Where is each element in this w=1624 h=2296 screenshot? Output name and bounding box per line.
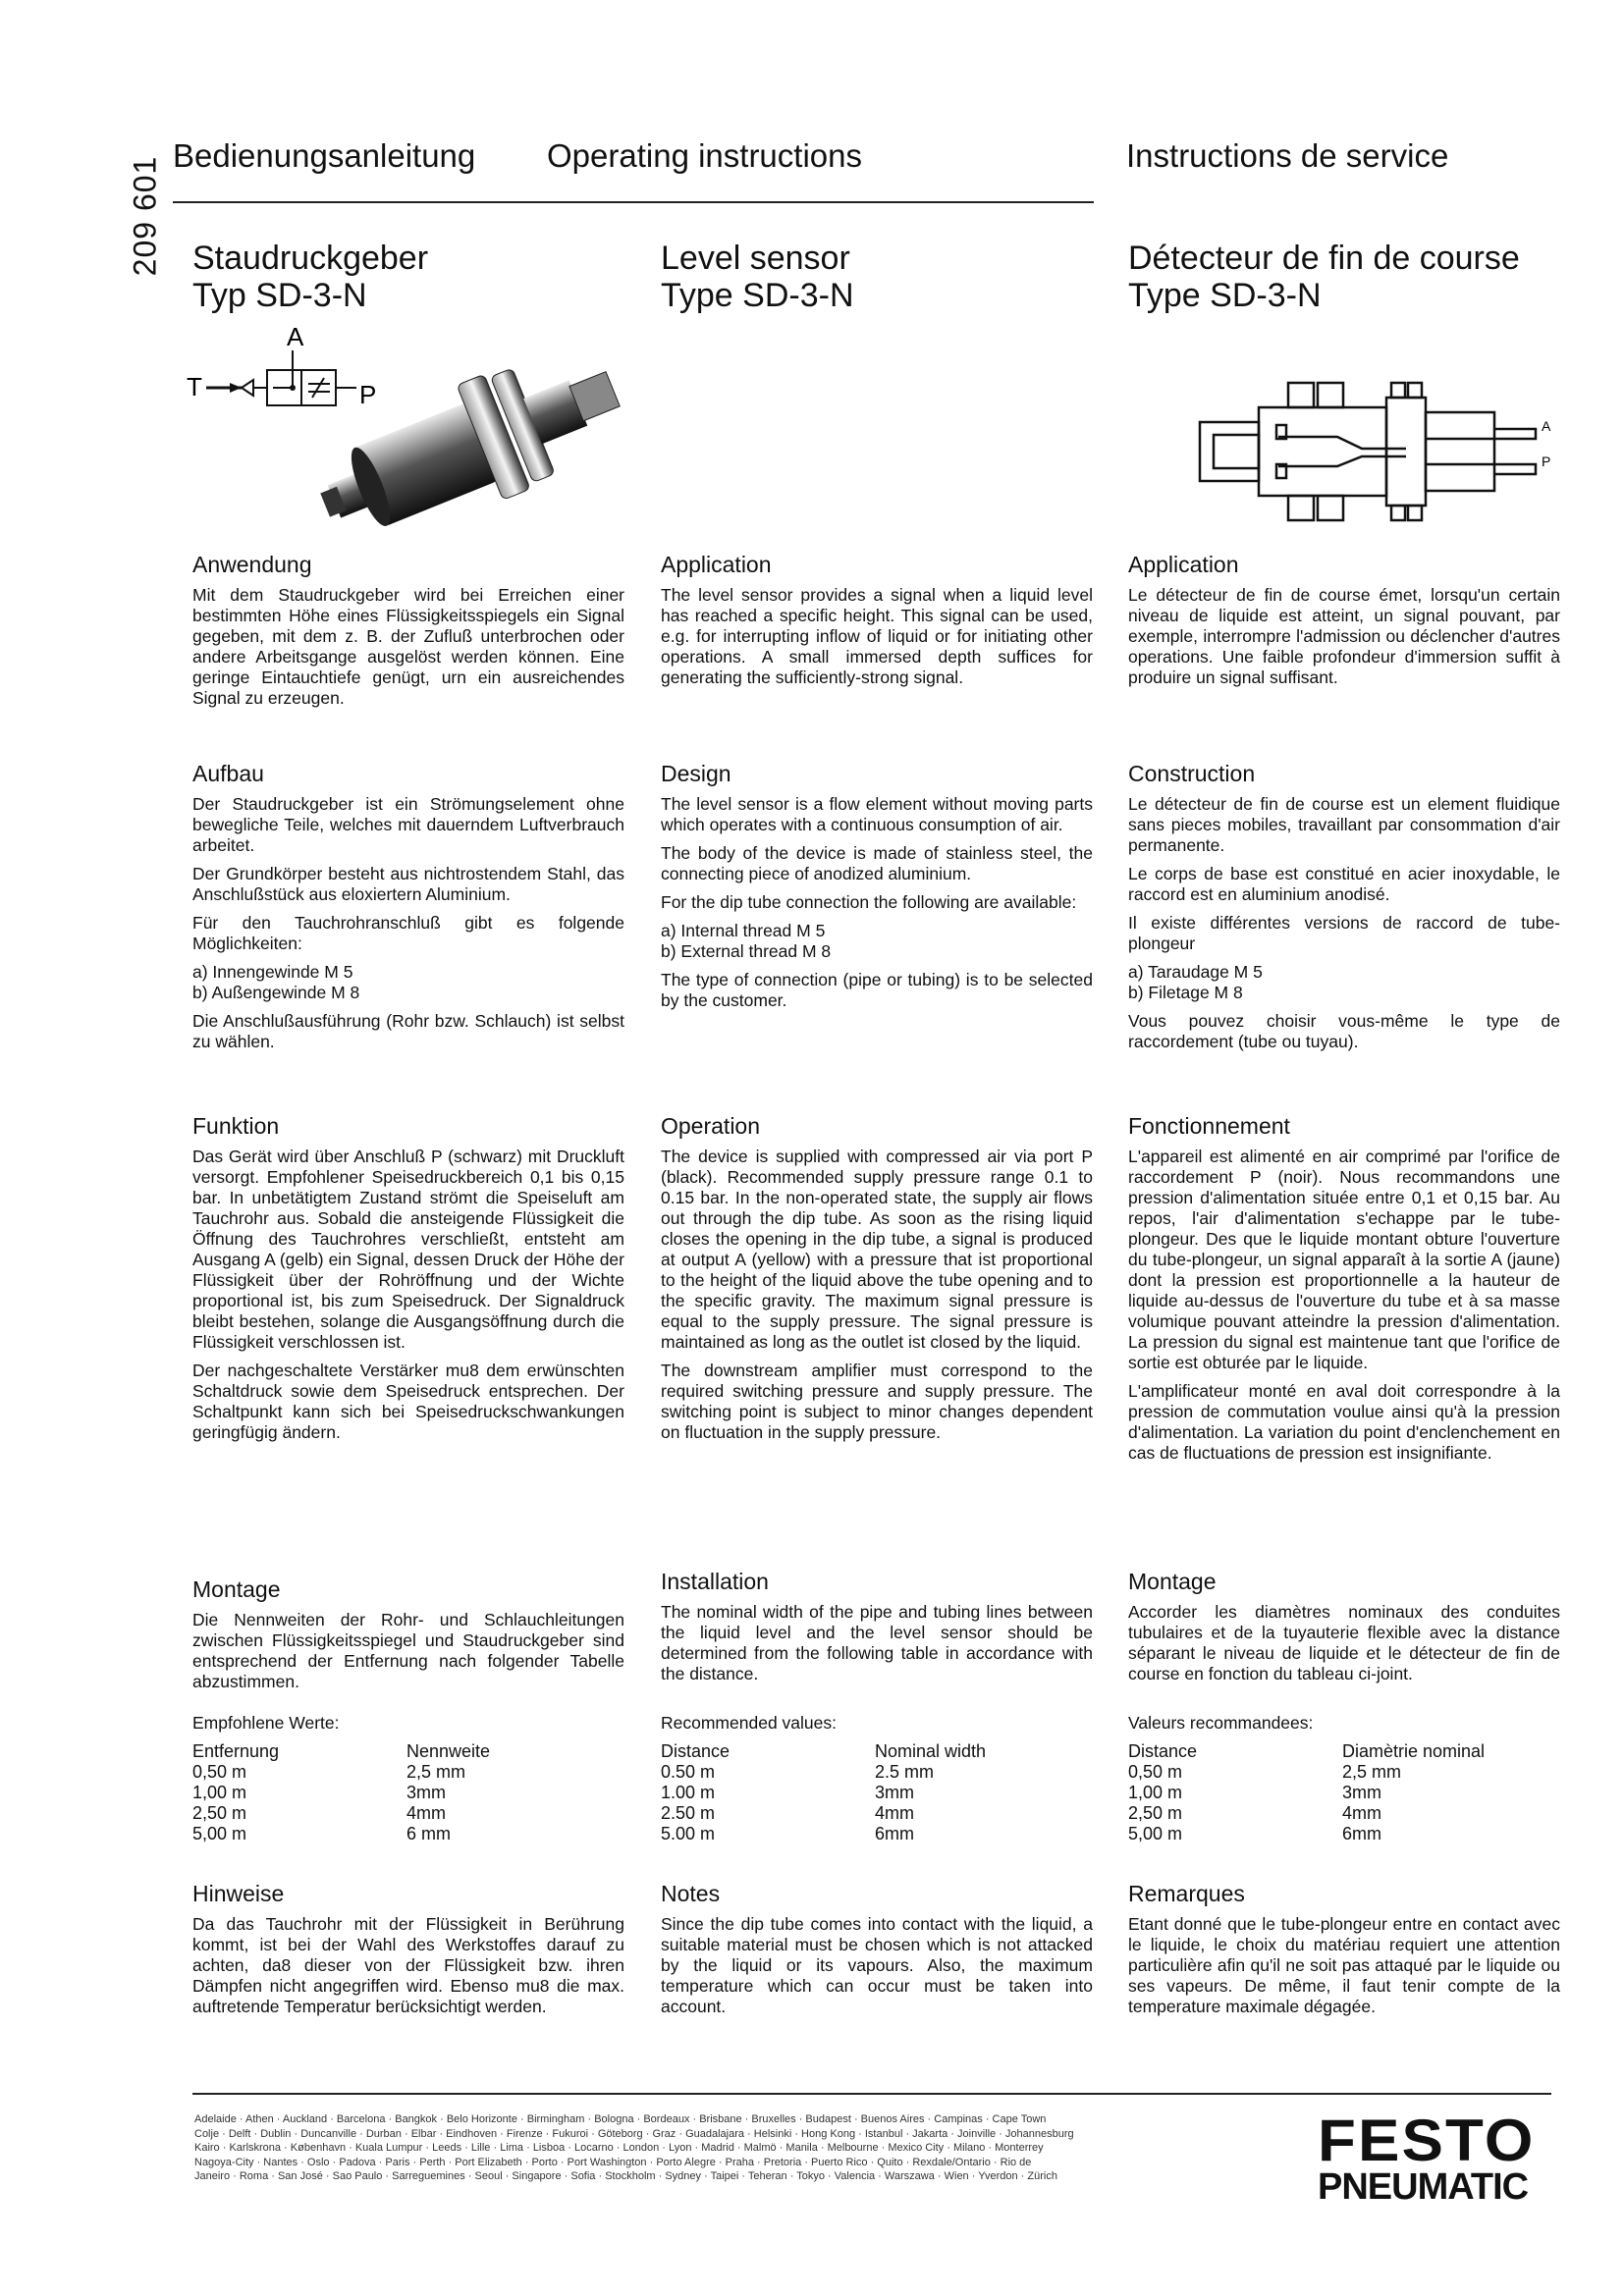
title-en-type: Type SD-3-N xyxy=(661,277,854,314)
document-number: 209 601 xyxy=(127,155,163,277)
title-fr-name: Détecteur de fin de course xyxy=(1128,240,1520,277)
table-cell: 3mm xyxy=(406,1783,446,1802)
table-header: Distance xyxy=(1128,1741,1198,1761)
de-operation-heading: Funktion xyxy=(192,1113,280,1139)
de-design-text-3: Für den Tauchrohranschluß gibt es folgende Möglichkeiten: xyxy=(192,913,624,953)
title-en xyxy=(661,240,854,314)
en-design-heading: Design xyxy=(661,761,731,786)
table-cell: 2.50 m xyxy=(661,1803,716,1823)
en-application-text: The level sensor provides a signal when a liquid level has reached a specific height. This signal can be used, e.g. for interrupting inflow of liquid or for initiating other operations. A small immersed depth suffices for generating the sufficiently-strong signal. xyxy=(661,585,1093,687)
de-operation-text-2: Der nachgeschaltete Verstärker mu8 dem erwünschten Schaltdruck sowie dem Speisedruck entsprechen. Der Schaltpunkt kann sich bei Speisedruckschwankungen geringfügig ändern. xyxy=(192,1361,624,1442)
de-design-text-5: Die Anschlußausführung (Rohr bzw. Schlauch) ist selbst zu wählen. xyxy=(192,1011,624,1051)
title-en-name: Level sensor xyxy=(661,240,850,277)
table-row xyxy=(1128,1783,1485,1803)
de-installation-text: Die Nennweiten der Rohr- und Schlauchleitungen zwischen Flüssigkeitsspiegel und Staudruckgeber sind entsprechend der Entfernung nach folgender Tabelle abzustimmen. xyxy=(192,1610,624,1691)
column-fr xyxy=(1128,552,1560,2063)
fr-notes-text: Etant donné que le tube-plongeur entre en contact avec le liquide, le choix du matériau requiert une attention particulière afin qu'il ne soit pas attaqué par le liquide ou ses vapeurs. De même, il faut tenir compte de la temperature maximale dégagée. xyxy=(1128,1914,1560,2016)
symbol-port-t: T xyxy=(187,372,202,401)
footer-city-list xyxy=(194,2112,1304,2184)
en-application-heading: Application xyxy=(661,552,772,577)
footer-city-line: Janeiro · Roma · San José · Sao Paulo · Sarreguemines · Seoul · Singapore · Sofia · Stockholm · Sydney · Taipei · Teheran · Tokyo · Valencia · Warszawa · Wien · Yverdon · Zürich xyxy=(194,2170,1057,2183)
de-operation-text-1: Das Gerät wird über Anschluß P (schwarz) mit Druckluft versorgt. Empfohlener Speisedruckbereich 0,1 bis 0,15 bar. In unbetätigtem Zustand strömt die Speiseluft am Tauchrohr aus. Sobald die ansteigende Flüssigkeit die Öffnung des Tauchrohres verschließt, entsteht am Ausgang A (gelb) ein Signal, dessen Druck der Höhe der Flüssigkeit über der Rohröffnung und der Wichte proportional ist, bis zum Speisedruck. Der Signaldruck bleibt bestehen, solange die Ausgangsöffnung durch die Flüssigkeit verschlossen ist. xyxy=(192,1147,624,1352)
de-values-label: Empfohlene Werte: xyxy=(192,1713,340,1733)
table-row xyxy=(661,1803,986,1824)
table-cell: 4mm xyxy=(1342,1803,1381,1823)
table-row xyxy=(1128,1803,1485,1824)
header-fr: Instructions de service xyxy=(1126,137,1449,174)
de-operation xyxy=(192,1113,624,1451)
title-fr xyxy=(1128,240,1520,314)
header-de: Bedienungsanleitung xyxy=(173,137,476,174)
fr-operation xyxy=(1128,1113,1560,1471)
en-design-text-3: For the dip tube connection the following are available: xyxy=(661,892,1077,912)
fr-installation-heading: Montage xyxy=(1128,1569,1217,1594)
de-values-table xyxy=(192,1741,490,1844)
de-design xyxy=(192,761,624,1060)
fr-values xyxy=(1128,1713,1560,1844)
de-notes xyxy=(192,1881,624,2025)
en-application xyxy=(661,552,1093,696)
title-de-name: Staudruckgeber xyxy=(192,240,429,277)
fr-installation xyxy=(1128,1569,1560,1692)
table-row xyxy=(1128,1762,1485,1783)
column-en xyxy=(661,552,1093,2063)
symbol-port-a: A xyxy=(287,322,304,351)
fr-design-option-a: a) Taraudage M 5 xyxy=(1128,962,1263,982)
de-installation-heading: Montage xyxy=(192,1576,281,1602)
fr-values-label: Valeurs recommandees: xyxy=(1128,1713,1314,1733)
en-installation xyxy=(661,1569,1093,1692)
table-cell: 6 mm xyxy=(406,1824,451,1843)
fr-application-heading: Application xyxy=(1128,552,1239,577)
table-header: Entfernung xyxy=(192,1741,280,1761)
footer-city-line: Kairo · Karlskrona · København · Kuala Lumpur · Leeds · Lille · Lima · Lisboa · Locarno · London · Lyon · Madrid · Malmö · Manila · Melbourne · Mexico City · Milano · Monterrey xyxy=(194,2142,1044,2155)
fr-design-text-5: Vous pouvez choisir vous-même le type de raccordement (tube ou tuyau). xyxy=(1128,1011,1560,1051)
table-cell: 2,50 m xyxy=(192,1803,247,1823)
table-cell: 1.00 m xyxy=(661,1783,716,1802)
section-port-p: P xyxy=(1542,454,1551,469)
table-cell: 2,50 m xyxy=(1128,1803,1183,1823)
de-installation xyxy=(192,1576,624,1700)
table-cell: 6mm xyxy=(875,1824,914,1843)
fr-application xyxy=(1128,552,1560,696)
fr-operation-text-2: L'amplificateur monté en aval doit correspondre à la pression de commutation voulue ainsi qu'à la pression d'alimentation. La variation du point d'enclenchement en cas de fluctuations de pression est insignifiante. xyxy=(1128,1381,1560,1463)
fr-installation-text: Accorder les diamètres nominaux des conduites tubulaires et de la tuyauterie flexible avec la distance séparant le niveau de liquide et le détecteur de fin de course en fonction du tableau ci-joint. xyxy=(1128,1602,1560,1683)
table-row xyxy=(661,1824,986,1844)
de-application xyxy=(192,552,624,717)
header-en: Operating instructions xyxy=(547,137,862,174)
de-application-heading: Anwendung xyxy=(192,552,312,577)
title-de-type: Typ SD-3-N xyxy=(192,277,367,314)
table-cell: 2.5 mm xyxy=(875,1762,935,1782)
en-design-option-a: a) Internal thread M 5 xyxy=(661,921,826,940)
table-row xyxy=(1128,1741,1485,1762)
table-cell: 6mm xyxy=(1342,1824,1381,1843)
table-cell: 0,50 m xyxy=(192,1762,247,1782)
table-cell: 5.00 m xyxy=(661,1824,716,1843)
title-fr-type: Type SD-3-N xyxy=(1128,277,1322,314)
fr-values-table xyxy=(1128,1741,1485,1844)
table-header: Diamètrie nominal xyxy=(1342,1741,1486,1761)
fr-operation-heading: Fonctionnement xyxy=(1128,1113,1290,1139)
table-header: Nennweite xyxy=(406,1741,491,1761)
header-rule xyxy=(173,201,1094,203)
de-values xyxy=(192,1713,624,1844)
table-cell: 3mm xyxy=(875,1783,914,1802)
en-operation-heading: Operation xyxy=(661,1113,761,1139)
festo-logo-wordmark: FESTO xyxy=(1318,2108,1536,2173)
table-row xyxy=(192,1762,490,1783)
section-drawing xyxy=(1190,378,1573,525)
en-operation xyxy=(661,1113,1093,1451)
de-design-option-b: b) Außengewinde M 8 xyxy=(192,983,360,1002)
en-operation-text-2: The downstream amplifier must correspond to the required switching pressure and supply pressure. The switching point is subject to minor changes dependent on fluctuation in the supply pressure. xyxy=(661,1361,1093,1442)
fr-operation-text-1: L'appareil est alimenté en air comprimé par l'orifice de raccordement P (noir). Nous recommandons une pression d'alimentation située entre 0,1 et 0,15 bar. Au repos, l'air d'alimentation s'echappe par le tube-plongeur. Des que le liquide montant obture l'ouverture du tube-plongeur, un signal apparaît à la sortie A (jaune) dont la pression est proportionnelle a la hauteur de liquide au-dessus de l'ouverture du tube et à sa masse volumique pouvant atteindre la pression d'alimentation. La pression du signal est maintenue tant que l'orifice de sortie est obturée par le liquide. xyxy=(1128,1147,1560,1372)
column-de xyxy=(192,552,624,2063)
de-design-text-1: Der Staudruckgeber ist ein Strömungselement ohne bewegliche Teile, welches mit dauerndem Luftverbrauch arbeitet. xyxy=(192,794,624,855)
table-cell: 1,00 m xyxy=(1128,1783,1183,1802)
en-installation-heading: Installation xyxy=(661,1569,769,1594)
table-row xyxy=(192,1803,490,1824)
footer-city-line: Nagoya-City · Nantes · Oslo · Padova · Paris · Perth · Port Elizabeth · Porto · Port Washington · Porto Alegre · Praha · Pretoria · Puerto Rico · Quito · Rexdale/Ontario · Rio de xyxy=(194,2156,1032,2168)
fr-design-heading: Construction xyxy=(1128,761,1256,786)
table-row xyxy=(192,1783,490,1803)
de-design-option-a: a) Innengewinde M 5 xyxy=(192,962,353,982)
fr-design-option-b: b) Filetage M 8 xyxy=(1128,983,1243,1002)
de-design-heading: Aufbau xyxy=(192,761,264,786)
table-cell: 4mm xyxy=(406,1803,446,1823)
en-notes xyxy=(661,1881,1093,2025)
product-image xyxy=(312,344,636,540)
en-design-text-5: The type of connection (pipe or tubing) is to be selected by the customer. xyxy=(661,970,1093,1010)
en-values xyxy=(661,1713,1093,1844)
festo-logo-subtitle: PNEUMATIC xyxy=(1318,2166,1529,2208)
table-row xyxy=(192,1741,490,1762)
de-notes-heading: Hinweise xyxy=(192,1881,285,1906)
fr-design-text-3: Il existe différentes versions de raccord de tube-plongeur xyxy=(1128,913,1560,953)
en-values-table xyxy=(661,1741,986,1844)
table-row xyxy=(661,1741,986,1762)
table-cell: 4mm xyxy=(875,1803,914,1823)
fr-application-text: Le détecteur de fin de course émet, lorsqu'un certain niveau de liquide est atteint, un signal pouvant, par exemple, interrompre l'admission ou déclencher d'autres operations. Une faible profondeur d'immersion suffit à produire un signal suffisant. xyxy=(1128,585,1560,687)
fr-design-text-2: Le corps de base est constitué en acier inoxydable, le raccord est en aluminium anodisé. xyxy=(1128,864,1560,904)
table-header: Distance xyxy=(661,1741,731,1761)
table-row xyxy=(661,1783,986,1803)
fr-design-text-1: Le détecteur de fin de course est un element fluidique sans pieces mobiles, travaillant par consommation d'air permanente. xyxy=(1128,794,1560,855)
table-header: Nominal width xyxy=(875,1741,987,1761)
en-operation-text-1: The device is supplied with compressed air via port P (black). Recommended supply pressure range 0.1 to 0.15 bar. In the non-operated state, the supply air flows out through the dip tube. As soon as the rising liquid closes the opening in the dip tube, a signal is produced at output A (yellow) with a pressure that ist proportional to the height of the liquid above the tube opening and to the specific gravity. The maximum signal pressure is equal to the supply pressure. The signal pressure is maintained as long as the outlet ist closed by the liquid. xyxy=(661,1147,1093,1352)
table-row xyxy=(192,1824,490,1844)
footer-city-line: Adelaide · Athen · Auckland · Barcelona · Bangkok · Belo Horizonte · Birmingham · Bologna · Bordeaux · Brisbane · Bruxelles · Budapest · Buenos Aires · Campinas · Cape Town xyxy=(194,2113,1047,2125)
table-cell: 5,00 m xyxy=(192,1824,247,1843)
symbol-port-p: P xyxy=(359,380,377,409)
footer-city-line: Colje · Delft · Dublin · Duncanville · Durban · Elbar · Eindhoven · Firenze · Fukuroi · Göteborg · Graz · Guadalajara · Helsinki · Hong Kong · Istanbul · Jakarta · Joinville · Johannesburg xyxy=(194,2127,1074,2140)
festo-logo xyxy=(1318,2108,1536,2208)
en-design-option-b: b) External thread M 8 xyxy=(661,941,832,961)
de-application-text: Mit dem Staudruckgeber wird bei Erreichen einer bestimmten Höhe eines Flüssigkeitsspiegels ein Signal gegeben, mit dem z. B. der Zufluß unterbrochen oder andere Arbeitsgange ausgelöst werden können. Eine geringe Eintauchtiefe genügt, urn ein ausreichendes Signal zu erzeugen. xyxy=(192,585,624,708)
table-cell: 0.50 m xyxy=(661,1762,716,1782)
de-design-text-2: Der Grundkörper besteht aus nichtrostendem Stahl, das Anschlußstück aus eloxiertern Aluminium. xyxy=(192,864,624,904)
table-cell: 5,00 m xyxy=(1128,1824,1183,1843)
table-cell: 3mm xyxy=(1342,1783,1381,1802)
fr-notes-heading: Remarques xyxy=(1128,1881,1245,1906)
table-cell: 0,50 m xyxy=(1128,1762,1183,1782)
table-row xyxy=(661,1762,986,1783)
fr-notes xyxy=(1128,1881,1560,2025)
de-notes-text: Da das Tauchrohr mit der Flüssigkeit in Berührung kommt, ist bei der Wahl des Werkstoffes darauf zu achten, da8 dieser von der Flüssigkeit bzw. ihren Dämpfen nicht angegriffen wird. Ebenso mu8 die max. auftretende Temperatur berücksichtigt werden. xyxy=(192,1914,624,2016)
title-de xyxy=(192,240,428,314)
fr-design xyxy=(1128,761,1560,1060)
en-design xyxy=(661,761,1093,1019)
en-installation-text: The nominal width of the pipe and tubing lines between the liquid level and the level sensor should be determined from the following table in accordance with the distance. xyxy=(661,1602,1093,1683)
table-cell: 2,5 mm xyxy=(406,1762,466,1782)
en-values-label: Recommended values: xyxy=(661,1713,837,1733)
section-port-a: A xyxy=(1542,418,1551,434)
en-design-text-2: The body of the device is made of stainless steel, the connecting piece of anodized aluminium. xyxy=(661,843,1093,883)
table-cell: 2,5 mm xyxy=(1342,1762,1402,1782)
en-notes-text: Since the dip tube comes into contact with the liquid, a suitable material must be chosen which is not attacked by the liquid or its vapours. Also, the maximum temperature which can occur must be taken into account. xyxy=(661,1914,1093,2016)
en-design-text-1: The level sensor is a flow element without moving parts which operates with a continuous consumption of air. xyxy=(661,794,1093,834)
table-cell: 1,00 m xyxy=(192,1783,247,1802)
footer-rule xyxy=(192,2093,1551,2095)
en-notes-heading: Notes xyxy=(661,1881,721,1906)
table-row xyxy=(1128,1824,1485,1844)
